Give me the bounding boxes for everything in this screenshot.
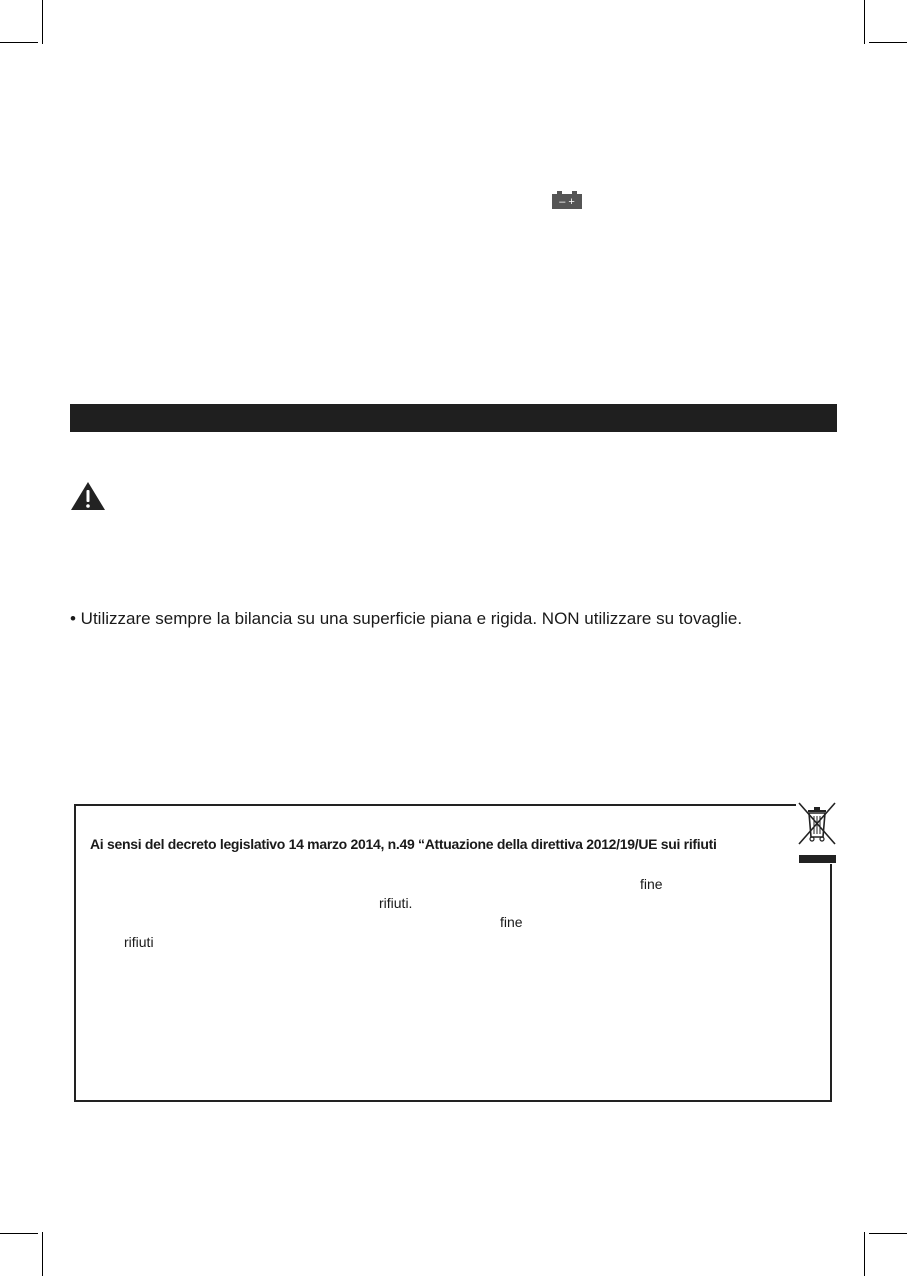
disposal-heading: Ai sensi del decreto legislativo 14 marzo 2014, n.49 “Attuazione della direttiva 2012/19/UE sui rifiuti <box>90 836 717 852</box>
crop-mark <box>869 42 907 43</box>
warning-triangle-icon <box>70 481 106 511</box>
battery-icon <box>552 191 582 209</box>
disposal-text-fragment: fine <box>500 914 523 930</box>
disposal-text-fragment: rifiuti <box>124 934 154 950</box>
disposal-text-fragment: rifiuti. <box>379 895 413 911</box>
section-header-bar <box>70 404 837 432</box>
crop-mark <box>869 1233 907 1234</box>
crop-mark <box>864 1232 865 1276</box>
instruction-bullet: • Utilizzare sempre la bilancia su una superficie piana e rigida. NON utilizzare su tovaglie. <box>70 609 743 628</box>
disposal-text-fragment: fine <box>640 876 663 892</box>
crop-mark <box>42 1232 43 1276</box>
crop-mark <box>42 0 43 44</box>
crossed-bin-icon <box>796 800 838 864</box>
crop-mark <box>0 42 38 43</box>
battery-polarity-label: – + <box>559 196 575 208</box>
crop-mark <box>0 1233 38 1234</box>
crop-mark <box>864 0 865 44</box>
